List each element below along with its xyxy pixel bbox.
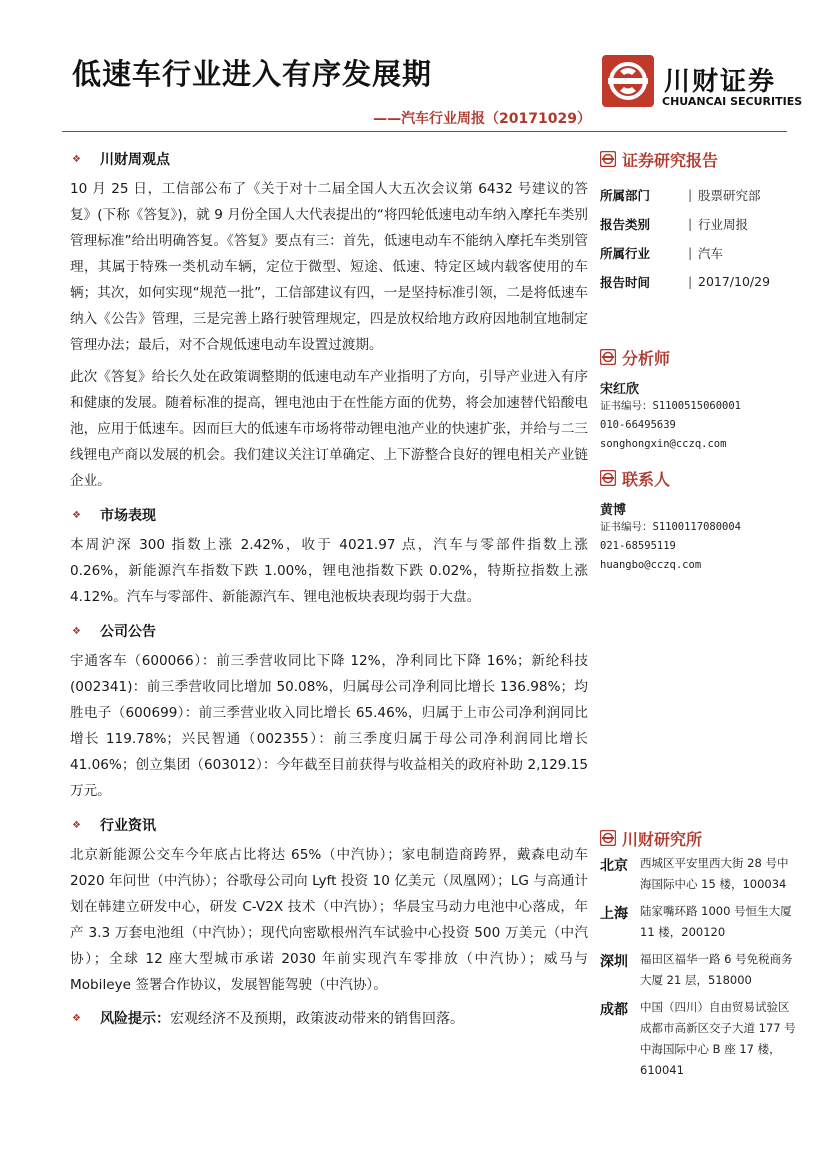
paragraph: 本周沪深 300 指数上涨 2.42%，收于 4021.97 点，汽车与零部件指数上涨 0.26%，新能源汽车指数下跌 1.00%，锂电池指数下跌 0.02%，特斯拉指数上涨 4.12%。汽车与零部件、新能源汽车、锂电池板块表现均弱于大盘。 [70,537,588,605]
contact-phone: 021-68595119 [600,540,676,552]
analyst-cert: 证书编号：S1100515060001 [600,400,742,412]
risk-warning [70,1008,588,1028]
contact-panel [600,467,800,575]
section-heading: ❖ 公司公告 [72,624,156,640]
risk-text: 宏观经济不及预期，政策波动带来的销售回落。 [170,1011,464,1027]
diamond-bullet-icon: ❖ [72,819,81,831]
paragraph: 北京新能源公交车今年底占比将达 65%（中汽协）；家电制造商跨界，戴森电动车 2020 年问世（中汽协）；谷歌母公司向 Lyft 投资 10 亿美元（凤凰网）；LG 与高通计划在韩建立研发中心，研发 C-V2X 技术（中汽协）；华晨宝马动力电池中心落成，年产 3.3 万套电池组（中汽协）；现代向密歇根州汽车试验中心投资 500 万美元（中汽协）；全球 12 座大型城市承诺 2030 年前实现汽车零排放（中汽协）；威马与 Mobileye 签署合作协议，发展智能驾驶（中汽协）。 [70,847,588,993]
info-row-department: 所属部门 | 股票研究部 [600,187,761,203]
logo-mini-icon [600,470,616,486]
side-heading: 分析师 [600,346,800,368]
logo-mini-icon [600,830,616,846]
section-market [70,504,588,610]
info-row-industry: 所属行业 | 汽车 [600,245,724,261]
logo-mini-icon [600,349,616,365]
header-divider [62,131,787,132]
logo-mini-icon [600,151,616,167]
diamond-bullet-icon: ❖ [72,625,81,637]
office-shanghai: 上海 陆家嘴环路 1000 号恒生大厦 11 楼，200120 [600,904,792,939]
company-logo [602,55,803,111]
info-row-category: 报告类别 | 行业周报 [600,216,749,232]
report-title: 低速车行业进入有序发展期 [72,57,433,91]
analyst-email[interactable]: songhongxin@cczq.com [600,438,727,450]
contact-name: 黄博 [600,503,627,518]
section-heading: ❖ 市场表现 [72,508,156,524]
contact-email[interactable]: huangbo@cczq.com [600,559,702,571]
contact-cert: 证书编号：S1100117080004 [600,521,742,533]
logo-chinese-name: 川财证券 [664,67,777,97]
report-subtitle: ——汽车行业周报（20171029） [373,111,591,127]
diamond-bullet-icon: ❖ [72,153,81,165]
diamond-bullet-icon: ❖ [72,1012,81,1024]
section-industry-news [70,814,588,998]
paragraph: 10 月 25 日，工信部公布了《关于对十二届全国人大五次会议第 6432 号建议的答复》(下称《答复》)，就 9 月份全国人大代表提出的“将四轮低速电动车纳入摩托车类别管理标准”给出明确答复。《答复》要点有三：首先，低速电动车不能纳入摩托车类别管理，其属于特殊一类机动车辆，定位于微型、短途、低速、特定区域内载客使用的车辆；其次，如何实现“规范一批”，工信部建议有四，一是坚持标准引领，二是将低速车纳入《公告》管理，三是完善上路行驶管理规定，四是放权给地方政府因地制宜地制定管理办法；最后，对不合规低速电动车设置过渡期。 [70,181,588,353]
side-heading: 证券研究报告 [600,148,800,170]
diamond-bullet-icon: ❖ [72,509,81,521]
info-row-date: 报告时间 | 2017/10/29 [600,274,771,290]
institute-panel [600,827,800,1087]
report-info-panel [600,148,800,296]
analyst-phone: 010-66495639 [600,419,676,431]
section-heading: ❖ 行业资讯 [72,818,156,834]
analyst-name: 宋红欣 [600,382,640,397]
office-beijing: 北京 西城区平安里西大街 28 号中海国际中心 15 楼，100034 [600,856,789,891]
risk-label: 风险提示： [100,1011,170,1027]
analyst-panel [600,346,800,454]
section-heading: ❖ 川财周观点 [72,152,170,168]
office-chengdu: 成都 中国（四川）自由贸易试验区成都市高新区交子大道 177 号中海国际中心 B 座 17 楼，610041 [600,1000,796,1077]
side-heading: 联系人 [600,467,800,489]
side-heading: 川财研究所 [600,827,800,849]
paragraph: 宇通客车（600066）：前三季营收同比下降 12%，净利同比下降 16%；新纶科技(002341)：前三季营收同比增加 50.08%，归属母公司净利同比增长 136.98%；均胜电子（600699）：前三季营业收入同比增长 65.46%，归属于上市公司净利润同比增长 119.78%；兴民智通（002355）：前三季度归属于母公司净利润同比增长 41.06%；创立集团（603012）：今年截至目前获得与收益相关的政府补助 2,129.15 万元。 [70,653,588,799]
logo-english-name: CHUANCAI SECURITIES [662,95,803,108]
section-company-announcements [70,620,588,804]
chuancai-logo-icon [602,55,654,107]
section-weekly-view [70,148,588,494]
main-content [70,148,588,1028]
paragraph: 此次《答复》给长久处在政策调整期的低速电动车产业指明了方向，引导产业进入有序和健康的发展。随着标准的提高，锂电池由于在性能方面的优势，将会加速替代铅酸电池，应用于低速车。因而巨大的低速车市场将带动锂电池产业的快速扩张，并给与二三线锂电产商以发展的机会。我们建议关注订单确定、上下游整合良好的锂电相关产业链企业。 [70,369,588,489]
office-shenzhen: 深圳 福田区福华一路 6 号免税商务大厦 21 层，518000 [600,952,793,987]
